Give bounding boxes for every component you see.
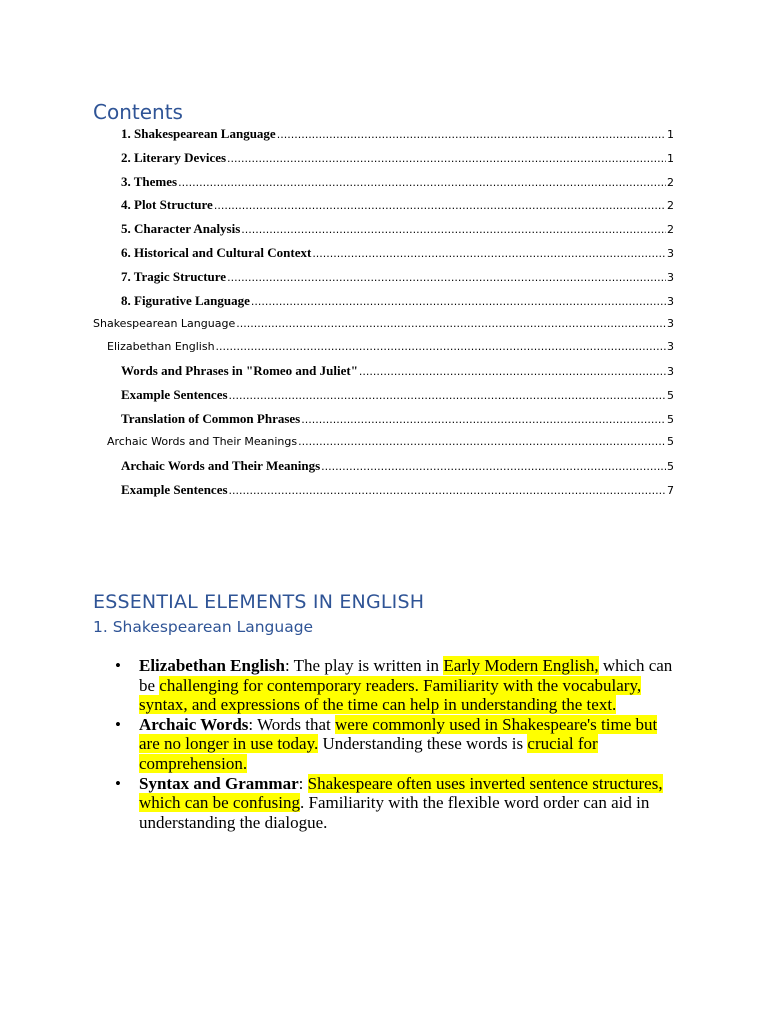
toc-page-number: 3	[667, 295, 674, 308]
section-heading: ESSENTIAL ELEMENTS IN ENGLISH	[93, 591, 425, 613]
toc-entry-label: Archaic Words and Their Meanings	[121, 458, 321, 473]
toc-entry[interactable]	[121, 387, 674, 407]
toc-entry-label: 1. Shakespearean Language	[121, 126, 276, 141]
item-term: Archaic Words	[139, 714, 249, 734]
toc-page-number: 5	[667, 460, 674, 473]
toc-entry-label: 3. Themes	[121, 174, 178, 189]
toc-entry[interactable]	[121, 269, 674, 289]
highlighted-text: challenging for contemporary readers. Familiarity with the vocabulary, syntax, and expressions of the time can help in understanding the text.	[139, 675, 642, 715]
item-text: The play is written in	[293, 656, 444, 675]
toc-entry-label: Translation of Common Phrases	[121, 411, 301, 426]
toc-leader	[321, 460, 666, 473]
toc-entry[interactable]	[107, 340, 674, 360]
item-text: :	[284, 656, 294, 675]
toc-leader	[216, 340, 666, 353]
item-text: Understanding these words is	[318, 734, 528, 754]
toc-entry-label: 2. Literary Devices	[121, 150, 227, 165]
toc-entry[interactable]	[121, 245, 674, 265]
toc-leader	[241, 223, 666, 236]
toc-leader	[229, 389, 666, 402]
toc-entry-label: 8. Figurative Language	[121, 293, 250, 308]
toc-leader	[301, 413, 666, 426]
item-text: . Familiarity with the flexible word order can aid in understanding the dialogue.	[139, 793, 650, 832]
toc-page-number: 2	[667, 176, 674, 189]
toc-leader	[227, 271, 666, 284]
item-term: Elizabethan English	[139, 656, 285, 675]
list-item	[115, 656, 679, 715]
toc-entry[interactable]	[121, 150, 674, 170]
toc-entry[interactable]	[121, 458, 674, 478]
toc-leader	[312, 247, 666, 260]
toc-leader	[277, 128, 666, 141]
highlighted-text: crucial for comprehension.	[139, 734, 598, 773]
toc-entry-label: 5. Character Analysis	[121, 221, 241, 236]
toc-leader	[359, 365, 666, 378]
toc-page-number: 5	[667, 389, 674, 402]
toc-page-number: 3	[667, 365, 674, 378]
toc-page-number: 3	[667, 340, 674, 353]
list-item	[115, 773, 679, 833]
toc-entry-label: Example Sentences	[121, 387, 228, 402]
toc-entry-label: 4. Plot Structure	[121, 197, 213, 212]
toc-leader	[229, 484, 666, 497]
toc-page-number: 3	[667, 247, 674, 260]
item-text: which can be	[139, 656, 673, 695]
toc-page-number: 7	[667, 484, 674, 497]
bullet-icon: •	[115, 656, 121, 675]
bullet-icon: •	[115, 773, 121, 793]
toc-entry-label: 7. Tragic Structure	[121, 269, 227, 284]
toc-entry-label: Shakespearean Language	[93, 317, 236, 330]
toc-page-number: 3	[667, 271, 674, 284]
toc-leader	[214, 199, 666, 212]
toc-entry-label: Elizabethan English	[107, 340, 215, 353]
toc-entry[interactable]	[121, 174, 674, 194]
toc-entry[interactable]	[107, 435, 674, 455]
subsection-heading: 1. Shakespearean Language	[93, 618, 314, 636]
toc-entry[interactable]	[93, 317, 674, 337]
toc-title: Contents	[93, 100, 183, 124]
toc-leader	[251, 295, 666, 308]
toc-page-number: 5	[667, 435, 674, 448]
toc-entry[interactable]	[121, 293, 674, 313]
toc-entry[interactable]	[121, 482, 674, 502]
toc-entry[interactable]	[121, 363, 674, 383]
item-term: Syntax and Grammar	[139, 773, 299, 793]
list-item	[115, 714, 679, 774]
toc-page-number: 5	[667, 413, 674, 426]
toc-entry-label: Example Sentences	[121, 482, 228, 497]
highlighted-text: Early Modern English,	[443, 656, 599, 675]
toc-page-number: 2	[667, 223, 674, 236]
toc-leader	[178, 176, 666, 189]
item-text: :	[298, 773, 308, 793]
toc-entry-label: 6. Historical and Cultural Context	[121, 245, 312, 260]
toc-entry[interactable]	[121, 411, 674, 431]
toc-leader	[236, 317, 666, 330]
highlighted-text: were commonly used in Shakespeare's time but are no longer in use today.	[139, 714, 658, 754]
bullet-list	[115, 656, 679, 832]
toc-page-number: 1	[667, 128, 674, 141]
toc-leader	[227, 152, 666, 165]
toc-page-number: 1	[667, 152, 674, 165]
toc-page-number: 2	[667, 199, 674, 212]
bullet-icon: •	[115, 714, 121, 734]
item-text: :	[248, 714, 258, 734]
toc-entry-label: Archaic Words and Their Meanings	[107, 435, 298, 448]
item-text: Words that	[257, 714, 336, 734]
toc-entry[interactable]	[121, 221, 674, 241]
toc-page-number: 3	[667, 317, 674, 330]
toc-entry[interactable]	[121, 126, 674, 146]
toc-entry-label: Words and Phrases in "Romeo and Juliet"	[121, 363, 358, 378]
toc-entry[interactable]	[121, 197, 674, 217]
toc-leader	[298, 435, 666, 448]
highlighted-text: Shakespeare often uses inverted sentence structures, which can be confusing	[139, 773, 663, 813]
